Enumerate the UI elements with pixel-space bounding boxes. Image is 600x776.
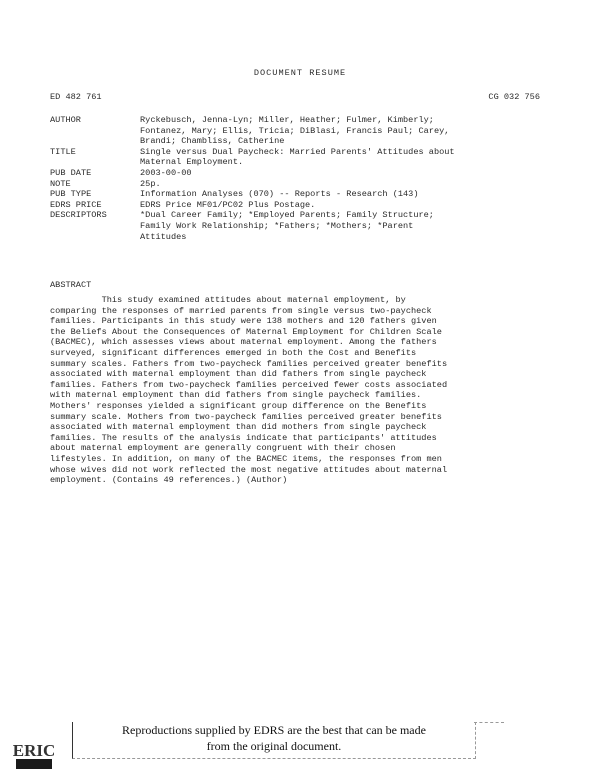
abstract-line: the Beliefs About the Consequences of Maternal Employment for Children Scale [50, 326, 442, 337]
field-label: PUB TYPE [50, 189, 92, 200]
abstract-line: comparing the responses of married parents from single versus two-paycheck [50, 305, 432, 316]
field-pub-date [50, 168, 560, 179]
field-author [50, 115, 560, 147]
notice-divider [474, 722, 504, 723]
field-value-line: Brandi; Chambliss, Catherine [140, 136, 285, 147]
abstract-line: about maternal employment are generally congruent with their chosen [50, 443, 396, 454]
field-label: DESCRIPTORS [50, 210, 107, 221]
abstract-line: Mothers' responses yielded a significant group difference on the Benefits [50, 400, 427, 411]
eric-logo [12, 737, 56, 769]
eric-logo-icon [12, 737, 56, 769]
abstract-line: lifestyles. In addition, on many of the BACMEC items, the responses from men [50, 453, 442, 464]
metadata-fields [50, 115, 560, 242]
notice-line: from the original document. [206, 739, 342, 753]
field-label: AUTHOR [50, 115, 81, 125]
field-label: PUB DATE [50, 167, 92, 178]
field-label: NOTE [50, 178, 71, 189]
field-title [50, 147, 560, 168]
field-label: EDRS PRICE [50, 199, 102, 210]
field-value-line: EDRS Price MF01/PC02 Plus Postage. [140, 199, 316, 210]
reproduction-notice [72, 722, 476, 759]
abstract-line: (BACMEC), which assesses views about maternal employment. Among the fathers [50, 337, 437, 348]
field-value-line: 25p. [140, 178, 161, 189]
abstract-line: families. Participants in this study were 138 mothers and 120 fathers given [50, 316, 437, 327]
field-label: TITLE [50, 146, 76, 157]
field-descriptors [50, 210, 560, 242]
abstract-line: surveyed, significant differences emerged in both the Cost and Benefits [50, 347, 417, 358]
ed-number: ED 482 761 [50, 92, 102, 102]
field-value-line: *Dual Career Family; *Employed Parents; Family Structure; [140, 210, 434, 221]
field-note [50, 179, 560, 190]
abstract-line: families. Fathers from two-paycheck families perceived fewer costs associated [50, 379, 448, 390]
field-value-line: Maternal Employment. [140, 157, 244, 168]
field-pub-type [50, 189, 560, 200]
notice-line: Reproductions supplied by EDRS are the best that can be made [122, 723, 426, 737]
abstract-line: families. The results of the analysis indicate that participants' attitudes [50, 432, 437, 443]
field-value-line: 2003-00-00 [140, 167, 192, 178]
abstract-line: employment. (Contains 49 references.) (Author) [50, 475, 288, 486]
abstract-line: associated with maternal employment than did fathers from single paycheck [50, 369, 427, 380]
abstract-line: summary scales. Fathers from two-paycheck families perceived greater benefits [50, 358, 448, 369]
eric-logo-text: ERIC [12, 741, 56, 760]
abstract-line: associated with maternal employment than did mothers from single paycheck [50, 422, 427, 433]
field-value-line: Ryckebusch, Jenna-Lyn; Miller, Heather; Fulmer, Kimberly; [140, 115, 434, 125]
abstract-line: This study examined attitudes about maternal employment, by [50, 295, 406, 305]
document-header: DOCUMENT RESUME [253, 68, 347, 78]
field-value-line: Fontanez, Mary; Ellis, Tricia; DiBlasi, Francis Paul; Carey, [140, 125, 450, 136]
cg-number: CG 032 756 [488, 92, 540, 102]
abstract-line: summary scale. Mothers from two-paycheck families perceived greater benefits [50, 411, 442, 422]
abstract-heading: ABSTRACT [50, 280, 92, 290]
field-edrs-price [50, 200, 560, 211]
abstract-line: whose wives did not work reflected the most negative attitudes about maternal [50, 464, 448, 475]
field-value-line: Information Analyses (070) -- Reports - Research (143) [140, 189, 419, 200]
field-value-line: Single versus Dual Paycheck: Married Parents' Attitudes about [140, 146, 455, 157]
abstract-body [50, 295, 565, 486]
field-value-line: Attitudes [140, 231, 187, 242]
abstract-line: with maternal employment than did fathers from single paycheck families. [50, 390, 422, 401]
field-value-line: Family Work Relationship; *Fathers; *Mothers; *Parent [140, 220, 414, 231]
